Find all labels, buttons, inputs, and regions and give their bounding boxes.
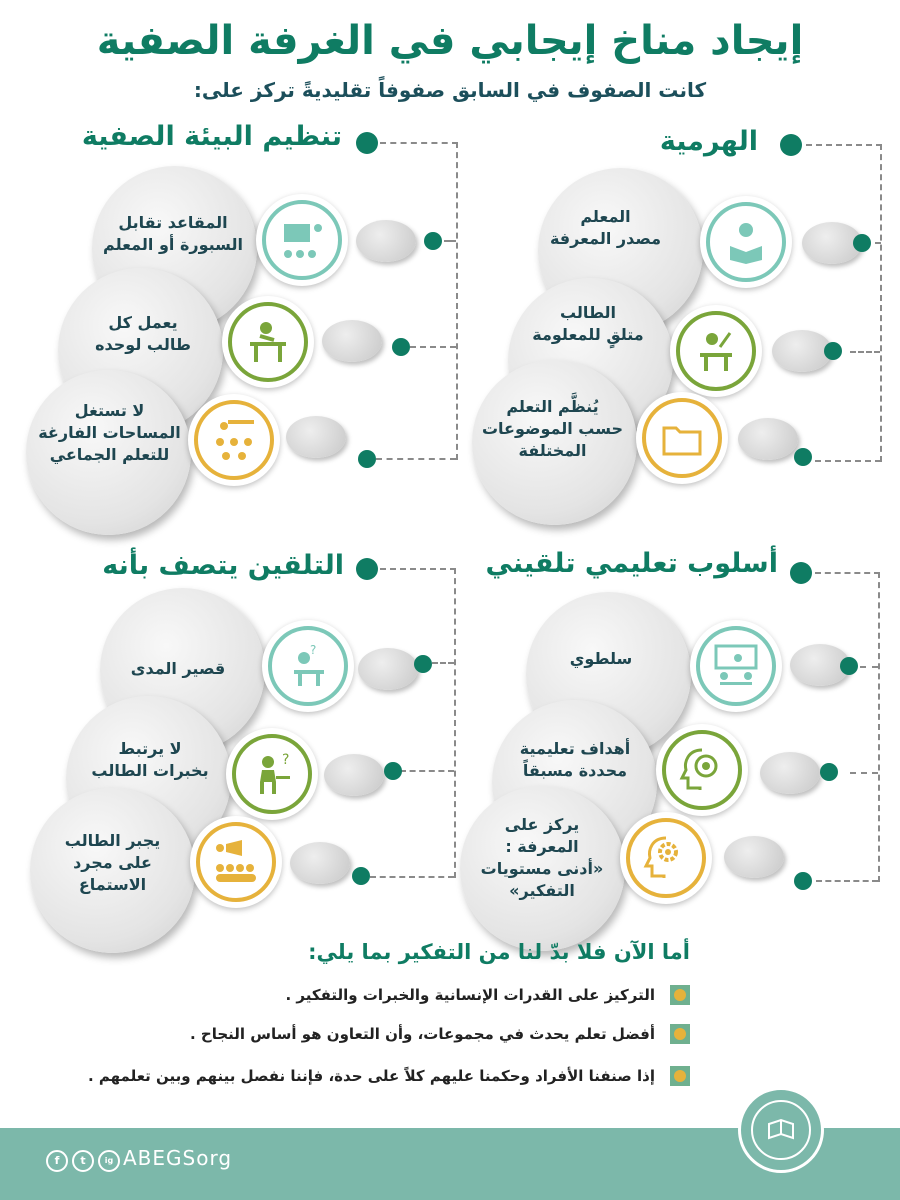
instagram-icon[interactable]: ig — [98, 1150, 120, 1172]
section-marker-dot — [780, 134, 802, 156]
confused-student-icon — [284, 642, 332, 690]
decor-blob — [358, 648, 418, 690]
connector-line — [432, 662, 454, 664]
bottom-title: أما الآن فلا بدّ لنا من التفكير بما يلي: — [308, 940, 690, 964]
item-marker-dot — [352, 867, 370, 885]
decor-blob — [322, 320, 382, 362]
item-text-seats-facing: المقاعد تقابل السبورة أو المعلم — [103, 213, 243, 254]
connector-line — [816, 880, 878, 882]
thinking-student-icon — [248, 750, 296, 798]
item-marker-dot — [794, 448, 812, 466]
icon-ring — [670, 305, 762, 397]
bullet-icon — [670, 1024, 690, 1044]
item-text-subjects: يُنظَّم التعلم حسب الموضوعات المختلفة — [481, 397, 624, 460]
item-marker-dot — [424, 232, 442, 250]
section-title-rote: التلقين يتصف بأنه — [102, 550, 344, 581]
page-title: إيجاد مناخ إيجابي في الغرفة الصفية — [96, 18, 804, 64]
connector-line — [456, 142, 458, 460]
icon-ring — [226, 728, 318, 820]
item-text-listen-only: يجبر الطالب على مجرد الاستماع — [64, 831, 161, 894]
connector-line — [400, 770, 454, 772]
item-marker-dot — [840, 657, 858, 675]
book-emblem-icon — [767, 1114, 795, 1144]
connector-line — [880, 144, 882, 462]
social-handle[interactable]: ABEGSorg — [123, 1146, 233, 1170]
decor-blob — [286, 416, 346, 458]
section-title-hierarchy: الهرمية — [659, 126, 758, 157]
connector-line — [410, 346, 456, 348]
item-marker-dot — [384, 762, 402, 780]
connector-line — [815, 572, 880, 574]
connector-line — [376, 458, 456, 460]
target-head-icon — [678, 746, 726, 794]
connector-line — [806, 144, 882, 146]
icon-ring — [262, 620, 354, 712]
student-desk-icon — [692, 327, 740, 375]
bottom-point: التركيز على القدرات الإنسانية والخبرات والتفكير . — [285, 986, 655, 1004]
connector-line — [380, 142, 458, 144]
connector-line — [860, 666, 878, 668]
svg-text:?: ? — [310, 643, 317, 657]
decor-blob — [290, 842, 350, 884]
icon-ring — [656, 724, 748, 816]
connector-line — [454, 568, 456, 878]
decor-blob — [324, 754, 384, 796]
item-marker-dot — [853, 234, 871, 252]
folder-icon — [658, 414, 706, 462]
connector-line — [850, 772, 878, 774]
connector-line — [444, 240, 456, 242]
item-text-not-linked: لا يرتبط بخبرات الطالب — [91, 739, 209, 780]
item-marker-dot — [392, 338, 410, 356]
twitter-icon[interactable]: t — [72, 1150, 94, 1172]
bottom-point: إذا صنفنا الأفراد وحكمنا عليهم كلاً على حدة، فإننا نفصل بينهم وبين تعلمهم . — [87, 1067, 655, 1085]
page-subtitle: كانت الصفوف في السابق صفوفاً تقليديةً تركز على: — [193, 78, 707, 102]
icon-ring — [620, 812, 712, 904]
connector-line — [815, 460, 881, 462]
connector-line — [380, 568, 456, 570]
item-text-works-alone: يعمل كل طالب لوحده — [95, 313, 191, 354]
icon-ring — [636, 392, 728, 484]
decor-blob — [724, 836, 784, 878]
megaphone-audience-icon — [212, 838, 260, 886]
item-text-teacher-source: المعلم مصدر المعرفة — [549, 207, 662, 248]
icon-ring — [700, 196, 792, 288]
item-marker-dot — [820, 763, 838, 781]
icon-ring — [690, 620, 782, 712]
item-marker-dot — [794, 872, 812, 890]
item-text-short-term: قصير المدى — [130, 659, 226, 678]
icon-ring — [256, 194, 348, 286]
item-text-unused-spaces: لا تستغل المساحات الفارغة للتعلم الجماعي — [38, 401, 181, 464]
connector-line — [370, 876, 454, 878]
connector-line — [878, 572, 880, 882]
decor-blob — [760, 752, 820, 794]
bullet-icon — [670, 985, 690, 1005]
group-learning-icon — [210, 416, 258, 464]
teacher-book-icon — [722, 218, 770, 266]
item-marker-dot — [414, 655, 432, 673]
connector-line — [850, 351, 880, 353]
section-title-style: أسلوب تعليمي تلقيني — [485, 548, 778, 579]
icon-ring — [188, 394, 280, 486]
item-text-student-receiver: الطالب متلقٍ للمعلومة — [532, 303, 644, 344]
section-marker-dot — [356, 132, 378, 154]
icon-ring — [190, 816, 282, 908]
section-marker-dot — [356, 558, 378, 580]
decor-blob — [738, 418, 798, 460]
bullet-icon — [670, 1066, 690, 1086]
section-marker-dot — [790, 562, 812, 584]
section-title-environment: تنظيم البيئة الصفية — [81, 121, 342, 152]
organization-logo — [738, 1087, 824, 1173]
item-text-predefined-goals: أهداف تعليمية محددة مسبقاً — [519, 739, 631, 780]
facebook-icon[interactable]: f — [46, 1150, 68, 1172]
decor-blob — [772, 330, 832, 372]
connector-line — [875, 242, 881, 244]
item-text-lowest-thinking: يركز على المعرفة : «أدنى مستويات التفكير» — [480, 815, 604, 900]
decor-blob — [356, 220, 416, 262]
student-alone-icon — [244, 318, 292, 366]
lecture-icon — [712, 642, 760, 690]
item-marker-dot — [824, 342, 842, 360]
item-text-authoritarian: سلطوي — [569, 649, 633, 668]
svg-text:?: ? — [282, 752, 290, 768]
icon-ring — [222, 296, 314, 388]
gear-head-icon — [642, 834, 690, 882]
item-marker-dot — [358, 450, 376, 468]
classroom-board-icon — [278, 216, 326, 264]
bottom-point: أفضل تعلم يحدث في مجموعات، وأن التعاون هو أساس النجاح . — [190, 1025, 655, 1043]
